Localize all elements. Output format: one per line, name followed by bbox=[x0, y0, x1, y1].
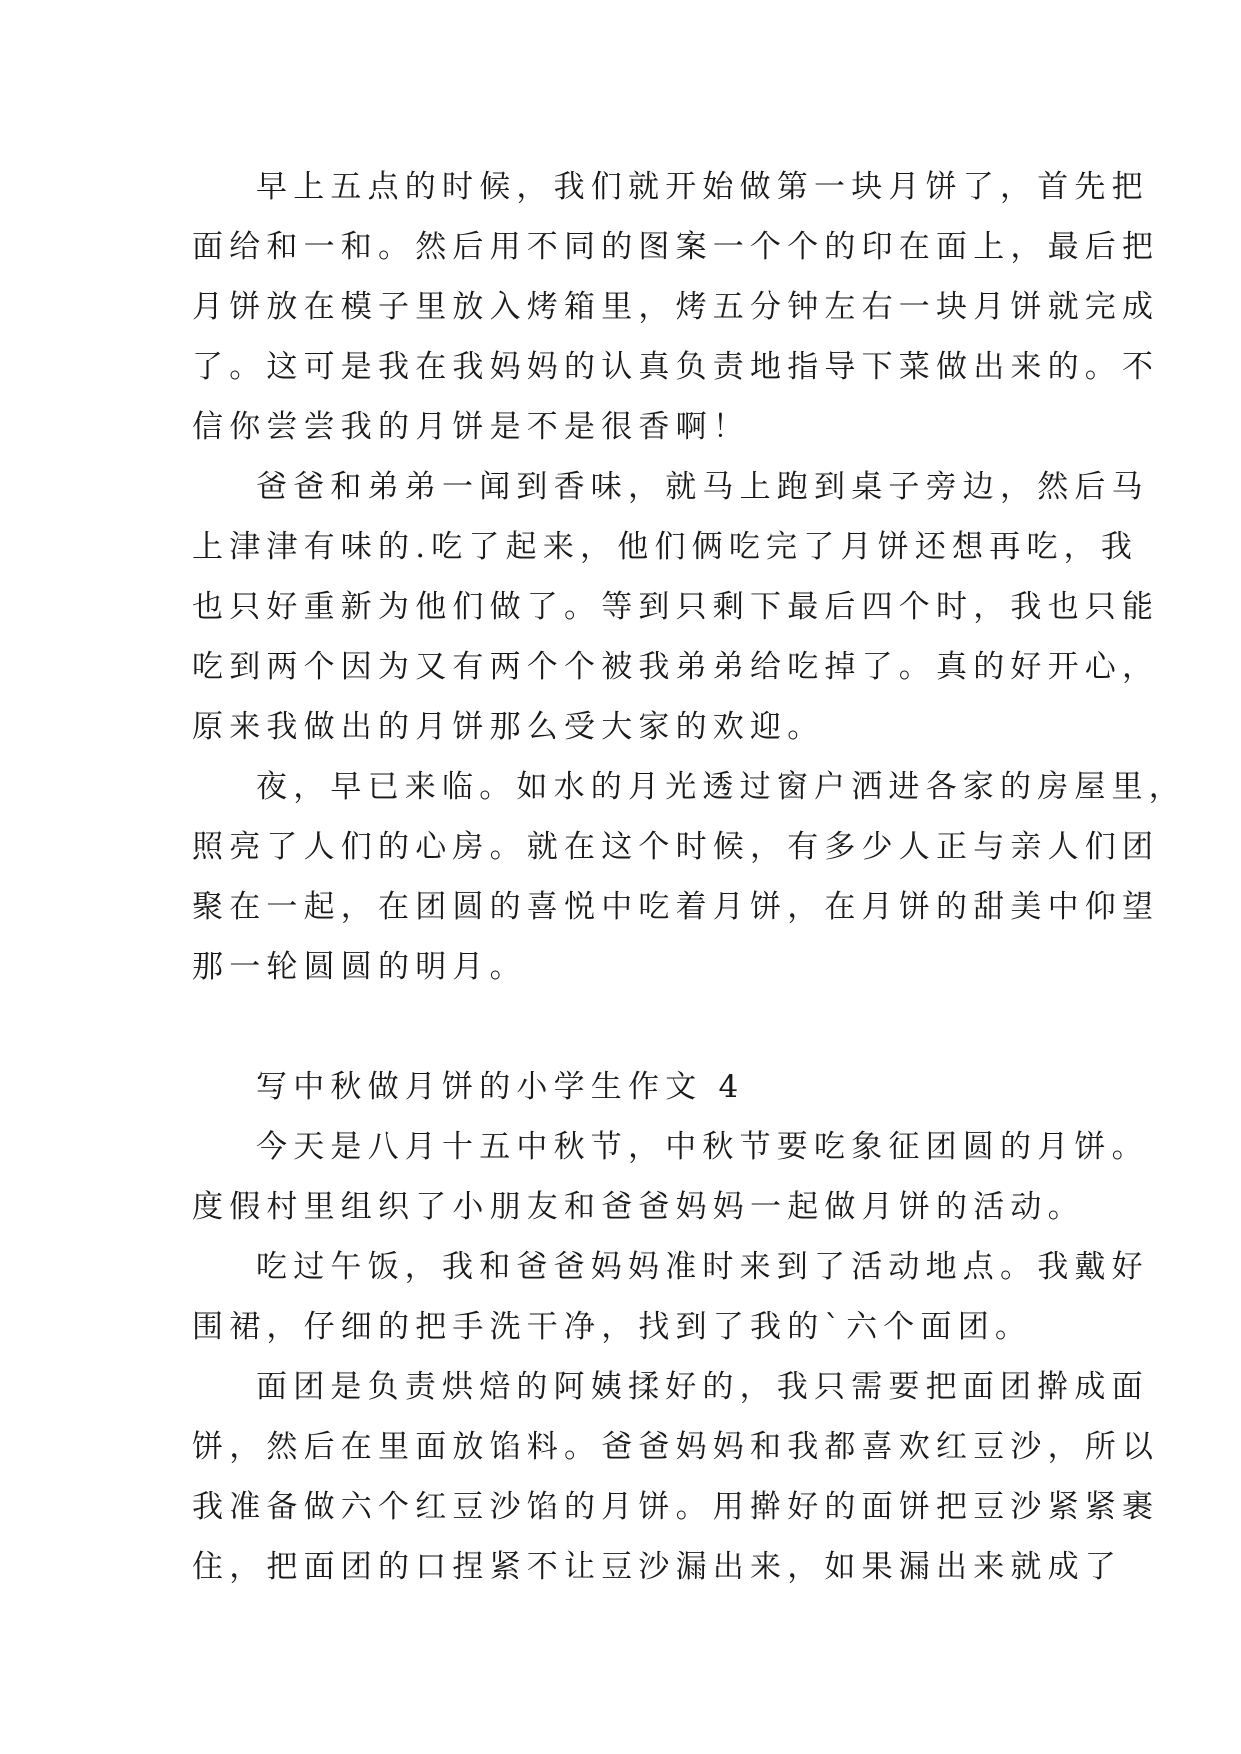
essay-heading: 写中秋做月饼的小学生作文 4 bbox=[256, 1069, 745, 1105]
paragraph-2-line-4: 吃到两个因为又有两个个被我弟弟给吃掉了。真的好开心， bbox=[192, 649, 1160, 685]
paragraph-2-line-5: 原来我做出的月饼那么受大家的欢迎。 bbox=[192, 709, 825, 745]
paragraph-2-line-1: 爸爸和弟弟一闻到香味，就马上跑到桌子旁边，然后马 bbox=[256, 469, 1149, 505]
paragraph-4-line-1: 今天是八月十五中秋节，中秋节要吃象征团圆的月饼。 bbox=[256, 1129, 1149, 1165]
paragraph-3-line-1: 夜，早已来临。如水的月光透过窗户洒进各家的房屋里， bbox=[256, 769, 1186, 805]
paragraph-6-line-2: 饼，然后在里面放馅料。爸爸妈妈和我都喜欢红豆沙，所以 bbox=[192, 1429, 1160, 1465]
paragraph-3-line-2: 照亮了人们的心房。就在这个时候，有多少人正与亲人们团 bbox=[192, 829, 1160, 865]
paragraph-5-line-2: 围裙，仔细的把手洗干净，找到了我的`六个面团。 bbox=[192, 1309, 1033, 1345]
paragraph-1-line-3: 月饼放在模子里放入烤箱里，烤五分钟左右一块月饼就完成 bbox=[192, 289, 1160, 325]
paragraph-3-line-3: 聚在一起，在团圆的喜悦中吃着月饼，在月饼的甜美中仰望 bbox=[192, 889, 1160, 925]
paragraph-2-line-2: 上津津有味的.吃了起来，他们俩吃完了月饼还想再吃，我 bbox=[192, 529, 1139, 565]
paragraph-6-line-1: 面团是负责烘焙的阿姨揉好的，我只需要把面团擀成面 bbox=[256, 1369, 1149, 1405]
paragraph-3-line-4: 那一轮圆圆的明月。 bbox=[192, 949, 527, 985]
paragraph-6-line-4: 住，把面团的口捏紧不让豆沙漏出来，如果漏出来就成了 bbox=[192, 1549, 1122, 1585]
paragraph-2-line-3: 也只好重新为他们做了。等到只剩下最后四个时，我也只能 bbox=[192, 589, 1160, 625]
paragraph-1-line-2: 面给和一和。然后用不同的图案一个个的印在面上，最后把 bbox=[192, 229, 1160, 265]
paragraph-4-line-2: 度假村里组织了小朋友和爸爸妈妈一起做月饼的活动。 bbox=[192, 1189, 1085, 1225]
paragraph-1-line-5: 信你尝尝我的月饼是不是很香啊！ bbox=[192, 409, 750, 445]
paragraph-1-line-1: 早上五点的时候，我们就开始做第一块月饼了，首先把 bbox=[256, 169, 1149, 205]
paragraph-6-line-3: 我准备做六个红豆沙馅的月饼。用擀好的面饼把豆沙紧紧裹 bbox=[192, 1489, 1160, 1525]
paragraph-5-line-1: 吃过午饭，我和爸爸妈妈准时来到了活动地点。我戴好 bbox=[256, 1249, 1149, 1285]
paragraph-1-line-4: 了。这可是我在我妈妈的认真负责地指导下菜做出来的。不 bbox=[192, 349, 1160, 385]
